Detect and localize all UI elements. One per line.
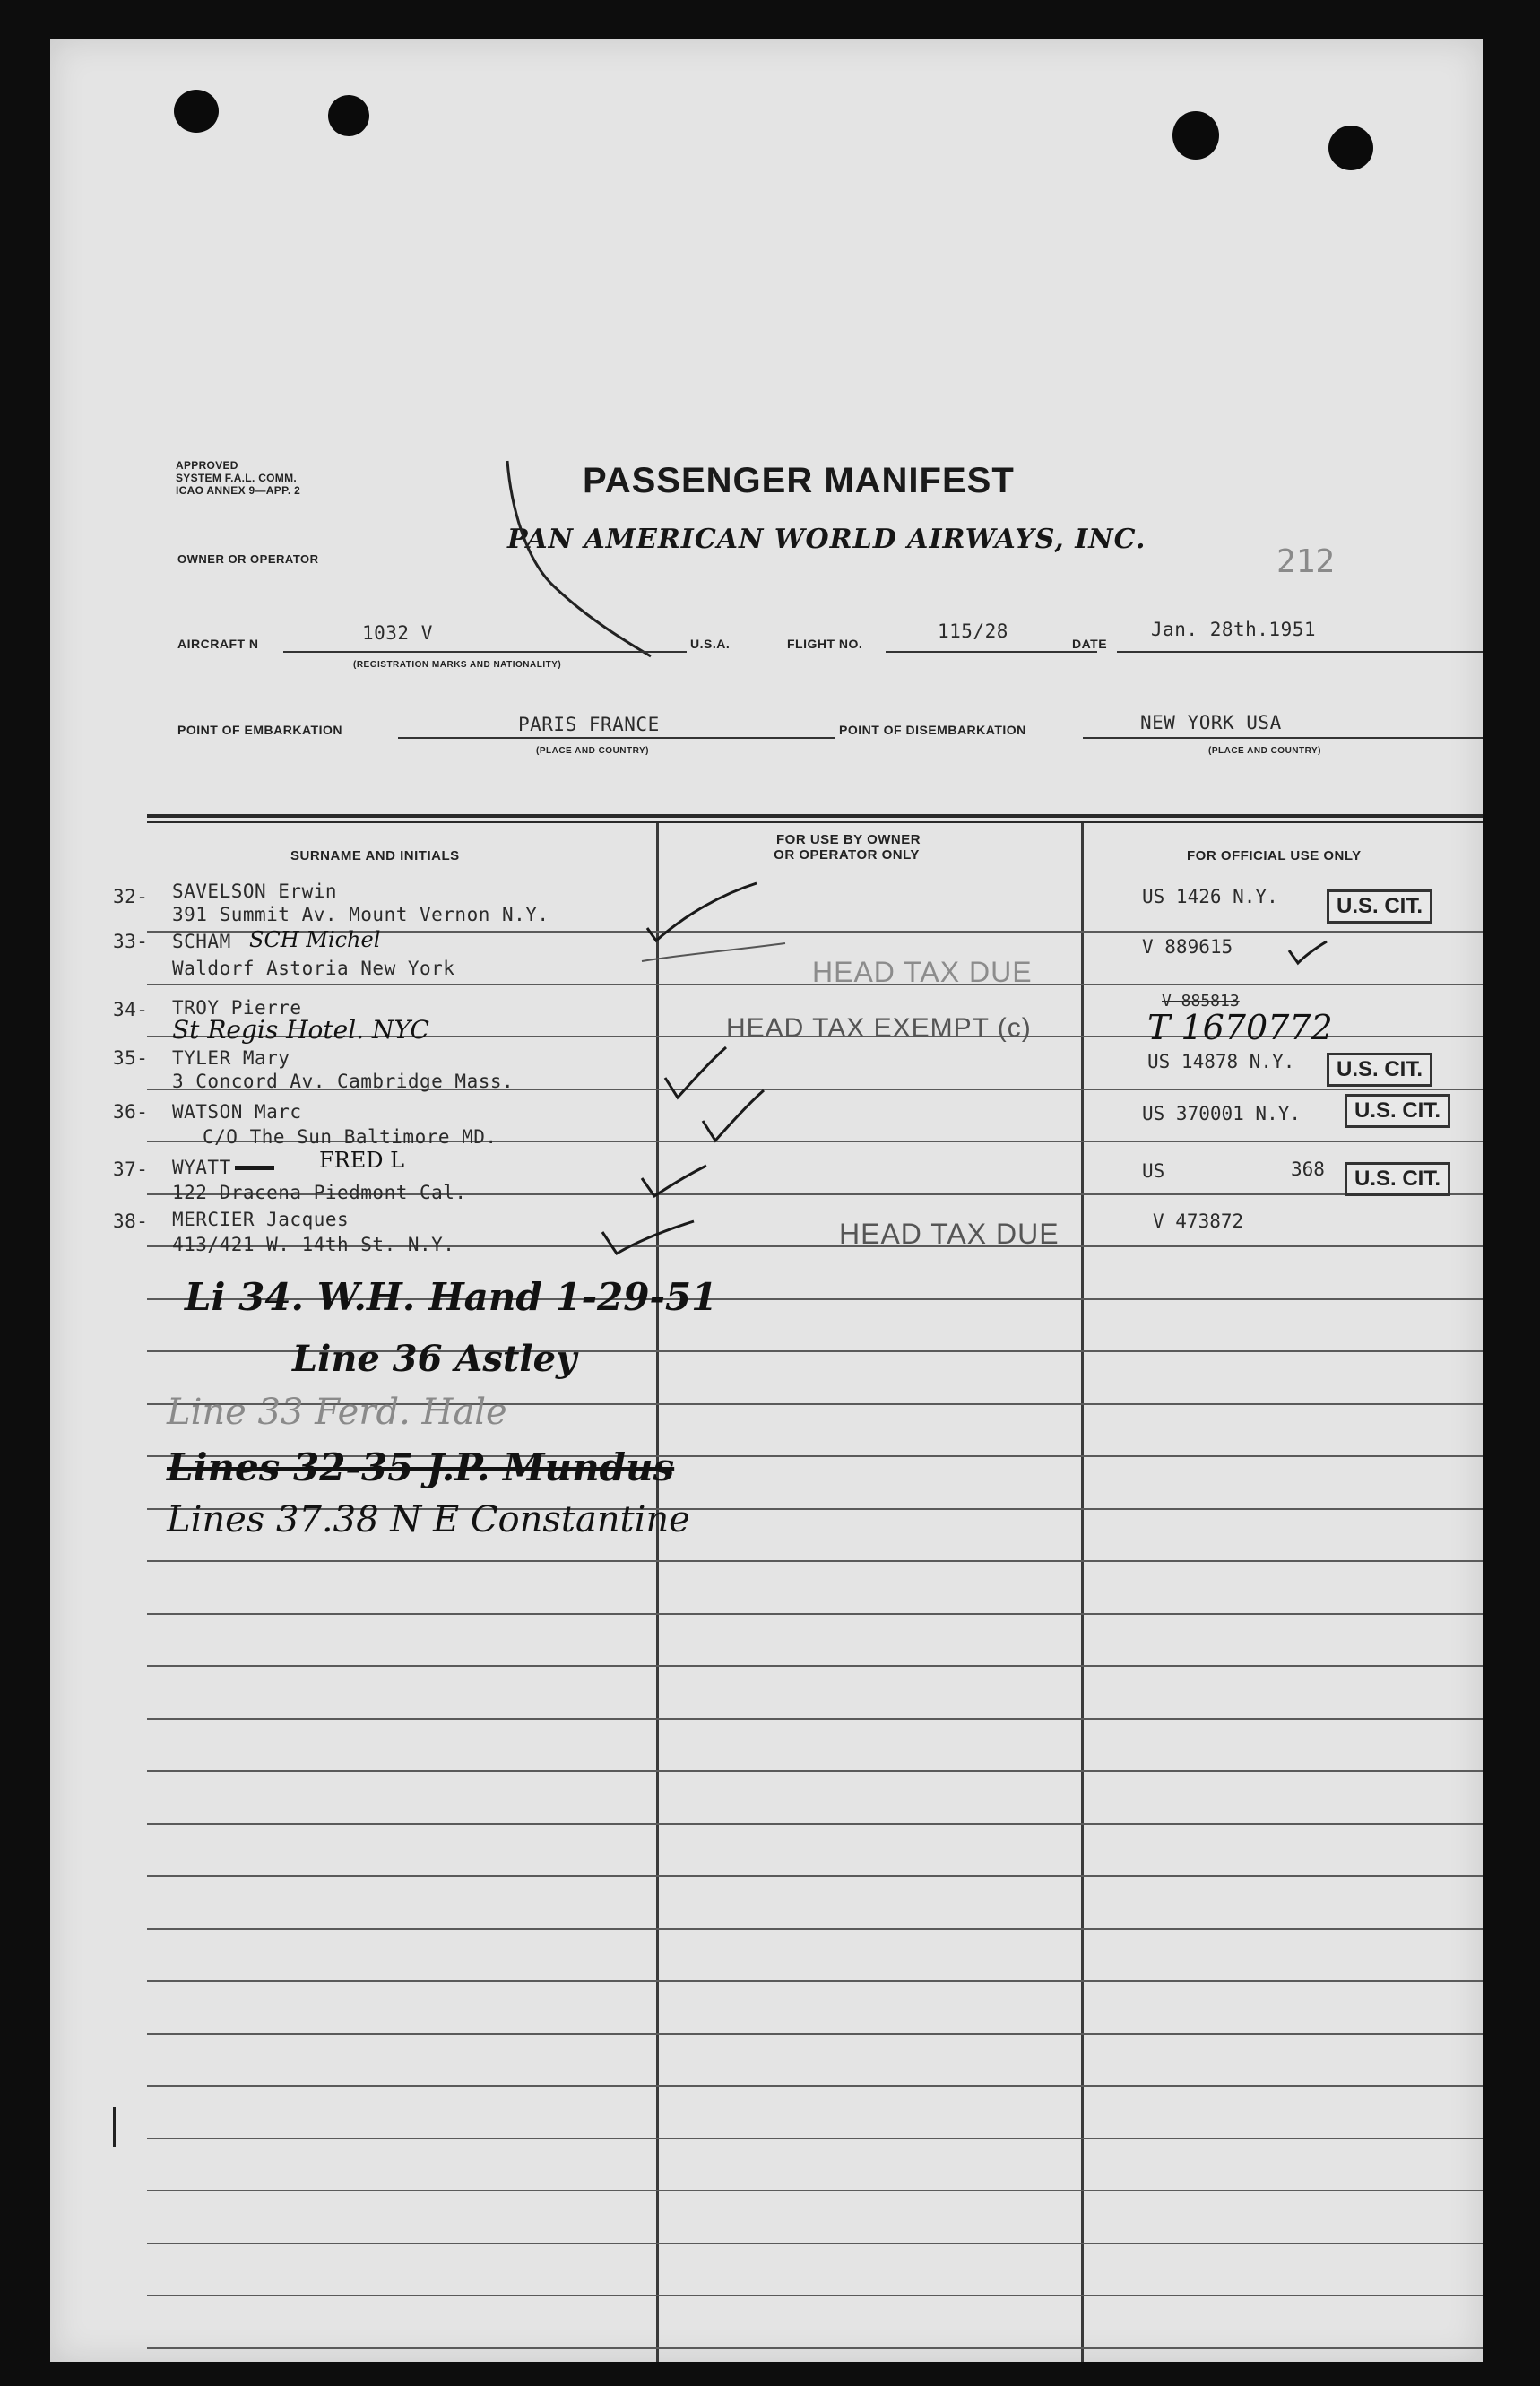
disembarkation-place: NEW YORK USA: [1140, 712, 1282, 733]
table-rule: [147, 1823, 1483, 1825]
official-number: V 473872: [1153, 1210, 1244, 1232]
line-number: 35-: [113, 1047, 149, 1069]
table-top-rule: [147, 814, 1483, 818]
handwritten-annotation: Lines 37.38 N E Constantine: [167, 1499, 690, 1540]
flight-underline: [886, 651, 1097, 653]
page-title: PASSENGER MANIFEST: [583, 461, 1015, 500]
official-number-right: 368: [1291, 1158, 1325, 1180]
date-label: DATE: [1072, 637, 1108, 651]
column-divider: [656, 823, 659, 2362]
approval-block: [176, 459, 300, 497]
passenger-address: 3 Concord Av. Cambridge Mass.: [172, 1071, 515, 1092]
passenger-address: C/O The Sun Baltimore MD.: [203, 1126, 497, 1148]
passenger-name-handwritten: FRED L: [319, 1148, 405, 1173]
line-number: 34-: [113, 999, 149, 1020]
official-number-struck: V 885813: [1162, 992, 1240, 1011]
dash-mark: [633, 936, 794, 972]
head-tax-stamp: HEAD TAX DUE: [812, 956, 1033, 988]
passenger-name-handwritten: SCH Michel: [249, 927, 381, 952]
table-rule: [147, 1560, 1483, 1562]
approval-line: ICAO ANNEX 9—APP. 2: [176, 484, 301, 497]
us-citizen-stamp: U.S. CIT.: [1327, 889, 1432, 924]
manifest-sheet: [50, 39, 1483, 2362]
column-divider: [1081, 823, 1084, 2362]
flight-label: FLIGHT NO.: [787, 637, 863, 651]
check-mark: [697, 1085, 769, 1150]
head-tax-exempt-stamp: HEAD TAX EXEMPT (c): [726, 1013, 1032, 1043]
airline-name: PAN AMERICAN WORLD AIRWAYS, INC.: [507, 524, 1146, 555]
column-header-owner: [776, 832, 921, 863]
punch-hole: [174, 90, 219, 133]
us-citizen-stamp: U.S. CIT.: [1345, 1162, 1450, 1196]
passenger-name: SCHAM: [172, 931, 231, 952]
table-rule: [147, 1980, 1483, 1982]
passenger-address: 413/421 W. 14th St. N.Y.: [172, 1234, 455, 1255]
embarkation-sublabel: (PLACE AND COUNTRY): [536, 746, 649, 756]
approval-line: SYSTEM F.A.L. COMM.: [176, 472, 298, 484]
table-rule: [147, 2033, 1483, 2035]
official-number: US 370001 N.Y.: [1142, 1103, 1302, 1124]
passenger-address: Waldorf Astoria New York: [172, 958, 455, 979]
owner-label: OWNER OR OPERATOR: [177, 552, 319, 566]
column-header-official: FOR OFFICIAL USE ONLY: [1187, 848, 1362, 863]
passenger-name: WATSON Marc: [172, 1101, 302, 1123]
column-header-surname: SURNAME AND INITIALS: [290, 848, 460, 863]
us-citizen-stamp: U.S. CIT.: [1345, 1094, 1450, 1128]
page-number: 212: [1276, 543, 1336, 580]
passenger-name: MERCIER Jacques: [172, 1209, 350, 1230]
check-mark: [1285, 938, 1330, 968]
usa-label: U.S.A.: [690, 637, 731, 651]
us-citizen-stamp: U.S. CIT.: [1327, 1053, 1432, 1087]
table-rule: [147, 2243, 1483, 2244]
table-rule: [147, 2138, 1483, 2139]
punch-hole: [1172, 111, 1219, 160]
passenger-name: TROY Pierre: [172, 997, 302, 1019]
handwritten-annotation: Line 36 Astley: [292, 1338, 577, 1380]
punch-hole: [1328, 126, 1373, 170]
aircraft-registration: 1032 V: [362, 622, 433, 644]
punch-hole: [328, 95, 369, 136]
passenger-name: SAVELSON Erwin: [172, 881, 338, 902]
pen-stroke-mark: [472, 452, 687, 685]
table-rule: [147, 1928, 1483, 1930]
table-rule: [147, 1665, 1483, 1667]
edge-mark: [113, 2107, 116, 2147]
official-number: US 1426 N.Y.: [1142, 886, 1278, 907]
line-number: 38-: [113, 1210, 149, 1232]
table-rule: [147, 2085, 1483, 2087]
table-rule: [147, 2190, 1483, 2191]
passenger-address: 391 Summit Av. Mount Vernon N.Y.: [172, 904, 549, 925]
aircraft-underline: [283, 651, 687, 653]
official-number: V 889615: [1142, 936, 1233, 958]
table-rule: [147, 2295, 1483, 2296]
date-underline: [1117, 651, 1483, 653]
disembarkation-sublabel: (PLACE AND COUNTRY): [1208, 746, 1321, 756]
line-number: 32-: [113, 886, 149, 907]
passenger-name: WYATT: [172, 1157, 231, 1178]
table-rule: [147, 1875, 1483, 1877]
table-rule: [147, 2347, 1483, 2349]
embarkation-underline: [398, 737, 835, 739]
flight-number: 115/28: [938, 620, 1008, 642]
disembarkation-label: POINT OF DISEMBARKATION: [839, 723, 1026, 737]
passenger-address-handwritten: St Regis Hotel. NYC: [172, 1015, 429, 1045]
table-rule: [147, 1613, 1483, 1615]
line-number: 37-: [113, 1158, 149, 1180]
column-header-owner-line: FOR USE BY OWNER: [776, 832, 921, 847]
official-number-handwritten: T 1670772: [1147, 1008, 1333, 1047]
passenger-name: TYLER Mary: [172, 1047, 290, 1069]
check-mark: [593, 1214, 701, 1264]
check-mark: [633, 1160, 714, 1205]
table-top-rule: [147, 821, 1483, 823]
aircraft-label: AIRCRAFT N: [177, 637, 259, 651]
head-tax-stamp: HEAD TAX DUE: [839, 1218, 1060, 1250]
line-number: 36-: [113, 1101, 149, 1123]
official-number: US: [1142, 1160, 1165, 1182]
handwritten-annotation: Li 34. W.H. Hand 1-29-51: [185, 1275, 718, 1319]
official-number: US 14878 N.Y.: [1147, 1051, 1295, 1072]
embarkation-label: POINT OF EMBARKATION: [177, 723, 342, 737]
line-number: 33-: [113, 931, 149, 952]
handwritten-annotation: Line 33 Ferd. Hale: [167, 1392, 507, 1433]
disembarkation-underline: [1083, 737, 1483, 739]
aircraft-sublabel: (REGISTRATION MARKS AND NATIONALITY): [353, 660, 562, 670]
passenger-address: 122 Dracena Piedmont Cal.: [172, 1182, 467, 1203]
handwritten-annotation: Lines 32-35 J.P. Mundus: [167, 1445, 675, 1489]
table-rule: [147, 1718, 1483, 1720]
approval-line: APPROVED: [176, 459, 238, 472]
embarkation-place: PARIS FRANCE: [518, 714, 660, 735]
flight-date: Jan. 28th.1951: [1151, 619, 1317, 640]
table-rule: [147, 1770, 1483, 1772]
strike-mark: [235, 1166, 274, 1170]
column-header-owner-line: OR OPERATOR ONLY: [774, 847, 920, 863]
